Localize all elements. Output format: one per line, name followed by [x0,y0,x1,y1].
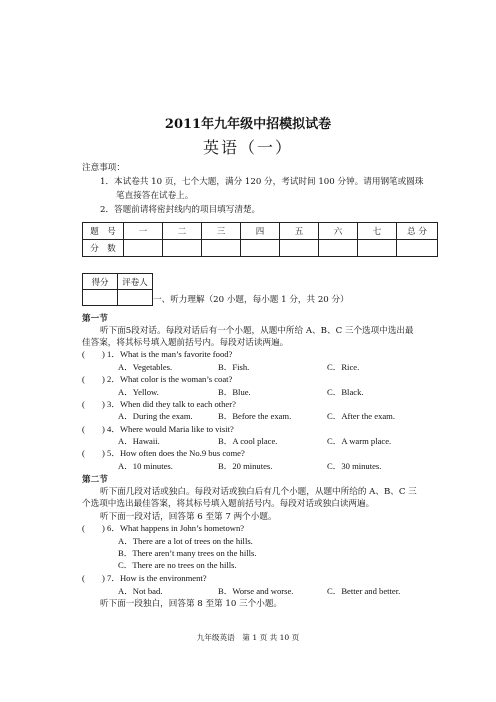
question-6-option-a: A．There are a lot of trees on the hills. [118,536,253,546]
question-1-stem: ( ) 1．What is the man’s favorite food? [82,349,233,359]
section1-instructions: 听下面5段对话。每段对话后有一个小题，从题中所给 A、B、C 三个选项中选出最 [100,326,414,336]
score-cell[interactable] [124,240,163,257]
page-footer: 九年级英语 第 1 页 共 10 页 [196,633,300,642]
question-7-option-c: C．Better and better. [327,586,401,596]
question-3-stem: ( ) 3．When did they talk to each other? [82,399,236,409]
grader-name-cell[interactable] [118,290,153,306]
question-2-option-c: C．Black. [327,387,364,397]
question-5-stem: ( ) 5．How often does the No.9 bus come? [82,448,245,458]
score-cell[interactable] [163,240,202,257]
score-row-label: 分 数 [83,240,124,257]
question-4-option-b: B．A cool place. [218,436,278,446]
notes-item-2: 2．答题前请将密封线内的项目填写清楚。 [100,205,261,215]
question-5-option-c: C．30 minutes. [327,461,382,471]
grader-name-label: 评卷人 [118,274,153,290]
score-col-5: 五 [280,223,319,240]
notes-heading: 注意事项： [82,163,125,173]
grader-score-cell[interactable] [83,290,118,306]
exam-title: 2011年九年级中招模拟试卷 [164,117,332,132]
notes-item-1-cont: 笔直接答在试卷上。 [116,191,194,201]
question-5-option-b: B．20 minutes. [218,461,273,471]
monologue-instructions: 听下面一段独白，回答第 8 至第 10 三个小题。 [100,599,283,609]
score-col-4: 四 [241,223,280,240]
section2-title: 第二节 [82,475,108,485]
section1-title: 第一节 [82,314,108,324]
section2-instructions-cont: 个选项中选出最佳答案，将其标号填入题前括号内。每段对话或独白读两遍。 [82,499,375,509]
score-table [82,222,438,257]
notes-item-1: 1．本试卷共 10 页，七个大题，满分 120 分，考试时间 100 分钟。请用钢笔或圆珠 [100,177,424,187]
question-2-option-b: B．Blue. [218,387,251,397]
score-cell[interactable] [319,240,358,257]
question-4-stem: ( ) 4．Where would Maria like to visit? [82,424,234,434]
score-cell[interactable] [358,240,397,257]
question-4-option-c: C．A warm place. [327,436,392,446]
score-table-header-row [83,223,438,240]
question-1-option-a: A．Vegetables. [118,362,173,372]
question-3-option-a: A．During the exam. [118,411,193,421]
score-col-6: 六 [319,223,358,240]
score-col-7: 七 [358,223,397,240]
score-table-score-row [83,240,438,257]
question-7-stem: ( ) 7．How is the environment? [82,573,207,583]
score-cell[interactable] [241,240,280,257]
dialogue-instructions: 听下面一段对话，回答第 6 至第 7 两个小题。 [100,512,277,522]
question-2-option-a: A．Yellow. [118,387,159,397]
exam-subtitle: 英语（一） [202,138,293,157]
grader-box [82,273,153,306]
question-4-option-a: A．Hawaii. [118,436,160,446]
question-3-option-b: B．Before the exam. [218,411,292,421]
section2-instructions: 听下面几段对话或独白。每段对话或独白后有几个小题，从题中所给的 A、B、C 三 [100,487,417,497]
question-7-option-a: A．Not bad. [118,586,163,596]
score-col-3: 三 [202,223,241,240]
question-6-option-c: C．There are no trees on the hills. [118,560,237,570]
question-1-option-c: C．Rice. [327,362,360,372]
question-2-stem: ( ) 2．What color is the woman’s coat? [82,374,233,384]
score-cell[interactable] [202,240,241,257]
question-3-option-c: C．After the exam. [327,411,396,421]
score-col-2: 二 [163,223,202,240]
question-7-option-b: B．Worse and worse. [218,586,294,596]
grader-score-label: 得分 [83,274,118,290]
part1-heading: 一、听力理解（20 小题，每小题 1 分，共 20 分） [153,295,349,305]
question-6-stem: ( ) 6．What happens in John’s hometown? [82,523,245,533]
score-cell[interactable] [397,240,438,257]
question-5-option-a: A．10 minutes. [118,461,173,471]
score-col-label: 题 号 [83,223,124,240]
score-col-total: 总 分 [397,223,438,240]
section1-instructions-cont: 佳答案，将其标号填入题前括号内。每段对话读两遍。 [82,338,289,348]
question-6-option-b: B．There aren’t many trees on the hills. [118,548,257,558]
question-1-option-b: B．Fish. [218,362,250,372]
score-col-1: 一 [124,223,163,240]
score-cell[interactable] [280,240,319,257]
